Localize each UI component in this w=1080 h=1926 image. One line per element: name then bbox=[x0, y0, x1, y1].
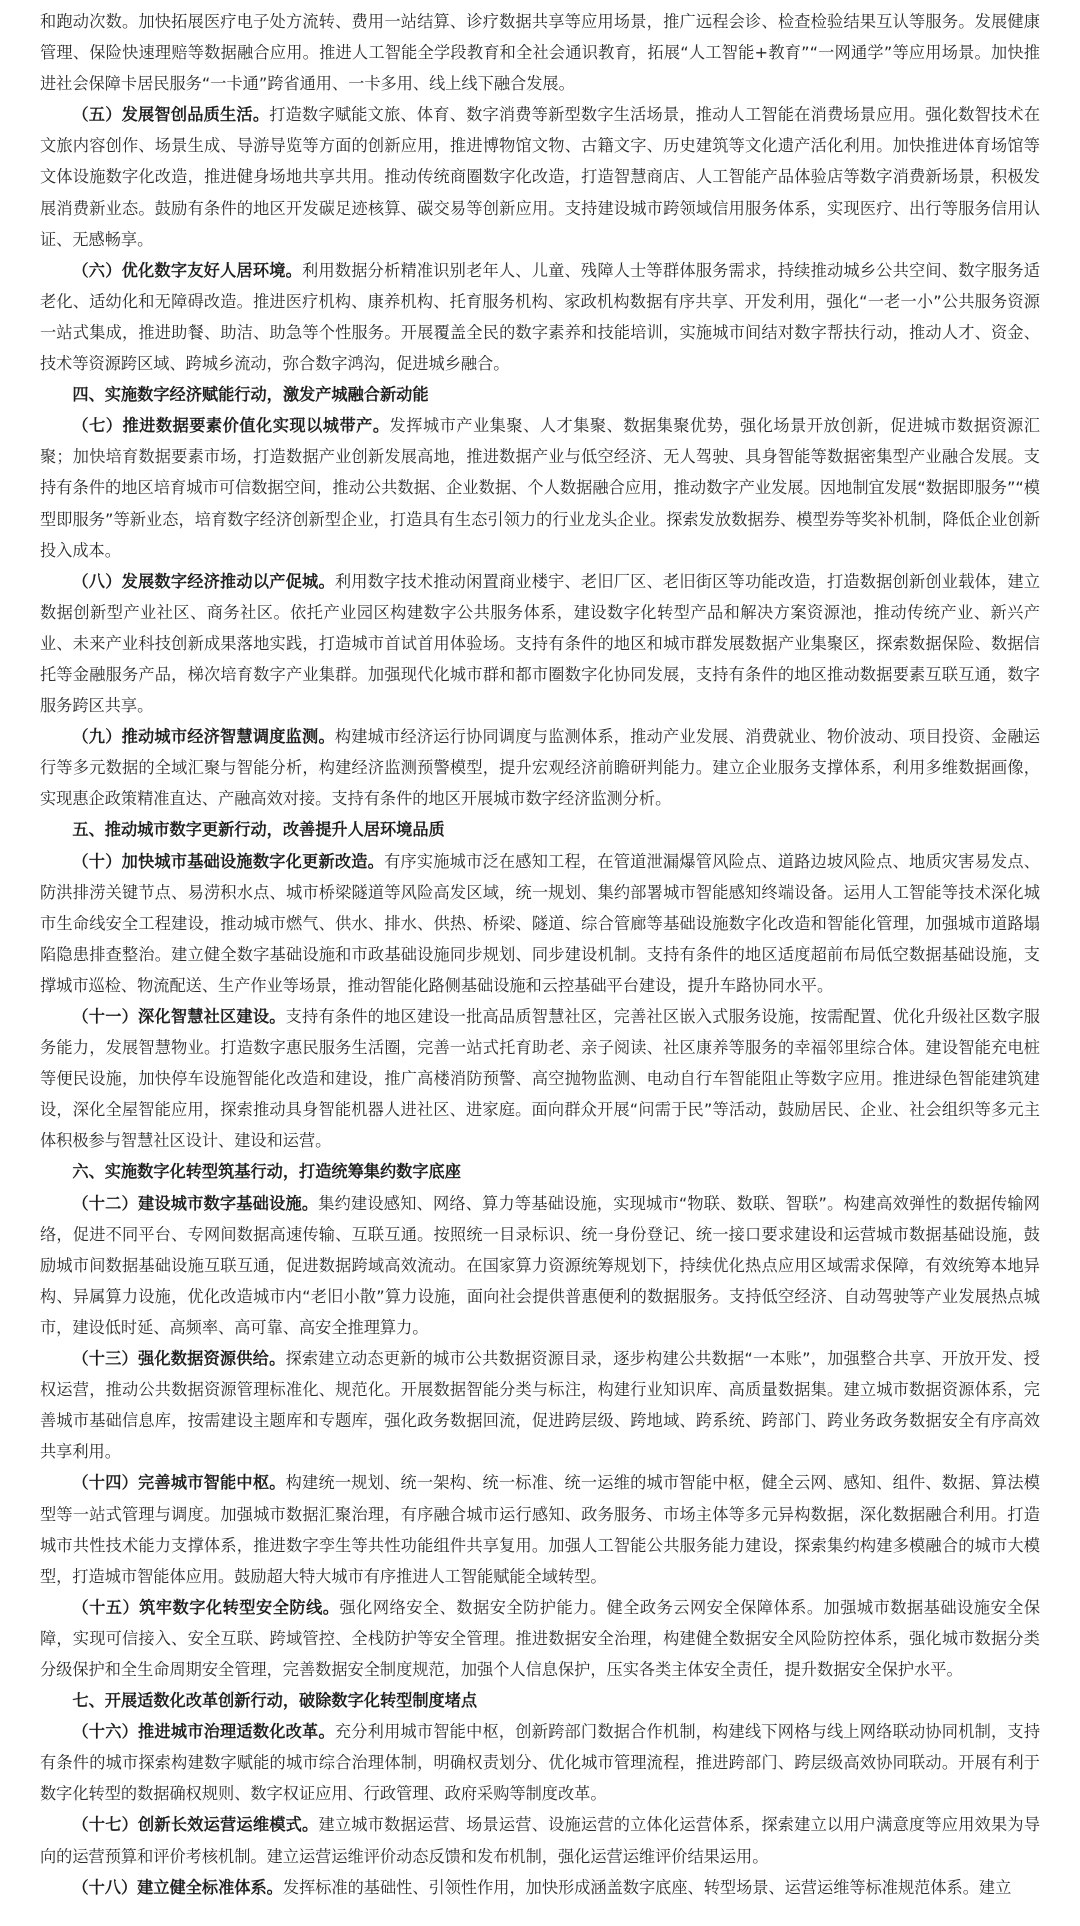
paragraph bbox=[40, 1809, 1040, 1871]
paragraph-lead: （十）加快城市基础设施数字化更新改造。 bbox=[72, 851, 385, 871]
paragraph-lead: （十五）筑牢数字化转型安全防线。 bbox=[72, 1597, 340, 1617]
paragraph bbox=[40, 99, 1040, 254]
paragraph-lead: （八）发展数字经济推动以产促城。 bbox=[72, 571, 335, 591]
paragraph-lead: （七）推进数据要素价值化实现以城带产。 bbox=[72, 416, 390, 436]
paragraph bbox=[40, 410, 1040, 565]
paragraph bbox=[40, 1872, 1040, 1903]
paragraph-text: 建立城市数据运营、场景运营、设施运营的立体化运营体系，探索建立以用户满意度等应用效果为导向的运营预算和评价考核机制。建立运营运维评价动态反馈和发布机制，强化运营运维评价结果运用。 bbox=[40, 1815, 1041, 1866]
paragraph-text: 构建城市经济运行协同调度与监测体系，推动产业发展、消费就业、物价波动、项目投资、金融运行等多元数据的全域汇聚与智能分析，构建经济监测预警模型，提升宏观经济前瞻研判能力。建立企业服务支撑体系，利用多维数据画像，实现惠企政策精准直达、产融高效对接。支持有条件的地区开展城市数字经济监测分析。 bbox=[40, 727, 1041, 809]
paragraph-lead: （十三）强化数据资源供给。 bbox=[72, 1349, 286, 1369]
section-heading: 六、实施数字化转型筑基行动，打造统筹集约数字底座 bbox=[72, 1162, 461, 1182]
paragraph-text: 支持有条件的地区建设一批高品质智慧社区，完善社区嵌入式服务设施，按需配置、优化升级社区数字服务能力，发展智慧物业。打造数字惠民服务生活圈，完善一站式托育助老、亲子阅读、社区康养等服务的幸福邻里综合体。建设智能充电桩等便民设施，加快停车设施智能化改造和建设，推广高楼消防预警、高空抛物监测、电动自行车智能阻止等数字应用。推进绿色智能建筑建设，深化全屋智能应用，探索推动具身智能机器人进社区、进家庭。面向群众开展“问需于民”等活动，鼓励居民、企业、社会组织等多元主体积极参与智慧社区设计、建设和运营。 bbox=[40, 1007, 1040, 1151]
paragraph-text: 有序实施城市泛在感知工程，在管道泄漏爆管风险点、道路边坡风险点、地质灾害易发点、防洪排涝关键节点、易涝积水点、城市桥梁隧道等风险高发区域，统一规划、集约部署城市智能感知终端设备。运用人工智能等技术深化城市生命线安全工程建设，推动城市燃气、供水、排水、供热、桥梁、隧道、综合管廊等基础设施数字化改造和智能化管理，加强城市道路塌陷隐患排查整治。建立健全数字基础设施和市政基础设施同步规划、同步建设机制。支持有条件的地区适度超前布局低空数据基础设施，支撑城市巡检、物流配送、生产作业等场景，推动智能化路侧基础设施和云控基础平台建设，提升车路协同水平。 bbox=[40, 851, 1040, 995]
paragraph-lead: （十六）推进城市治理适数化改革。 bbox=[72, 1722, 335, 1742]
paragraph-text: 构建统一规划、统一架构、统一标准、统一运维的城市智能中枢，健全云网、感知、组件、数据、算法模型等一站式管理与调度。加强城市数据汇聚治理，有序融合城市运行感知、政务服务、市场主体等多元异构数据，深化数据融合利用。打造城市共性技术能力支撑体系，推进数字孪生等共性功能组件共享复用。加强人工智能公共服务能力建设，探索集约构建多模融合的城市大模型，打造城市智能体应用。鼓励超大特大城市有序推进人工智能赋能全域转型。 bbox=[40, 1473, 1040, 1586]
paragraph bbox=[40, 1716, 1040, 1809]
paragraph-text: 发挥城市产业集聚、人才集聚、数据集聚优势，强化场景开放创新，促进城市数据资源汇聚；加快培育数据要素市场，打造数据产业创新发展高地，推进数据产业与低空经济、无人驾驶、具身智能等数据密集型产业融合发展。支持有条件的地区培育城市可信数据空间，推动公共数据、企业数据、个人数据融合应用，推动数字产业发展。因地制宜发展“数据即服务”“模型即服务”等新业态，培育数字经济创新型企业，打造具有生态引领力的行业龙头企业。探索发放数据券、模型券等奖补机制，降低企业创新投入成本。 bbox=[40, 416, 1040, 560]
paragraph-text: 充分利用城市智能中枢，创新跨部门数据合作机制，构建线下网格与线上网络联动协同机制，支持有条件的城市探索构建数字赋能的城市综合治理体制，明确权责划分、优化城市管理流程，推进跨部门、跨层级高效协同联动。开展有利于数字化转型的数据确权规则、数字权证应用、行政管理、政府采购等制度改革。 bbox=[40, 1722, 1041, 1804]
paragraph bbox=[40, 1001, 1040, 1156]
paragraph-text: 集约建设感知、网络、算力等基础设施，实现城市“物联、数联、智联”。构建高效弹性的数据传输网络，促进不同平台、专网间数据高速传输、互联互通。按照统一目录标识、统一身份登记、统一接口要求建设和运营城市数据基础设施，鼓励城市间数据基础设施互联互通，促进数据跨域高效流动。在国家算力资源统筹规划下，持续优化热点应用区域需求保障，有效统筹本地异构、异属算力设施，优化改造城市内“老旧小散”算力设施，面向社会提供普惠便利的数据服务。支持低空经济、自动驾驶等产业发展热点城市，建设低时延、高频率、高可靠、高安全推理算力。 bbox=[40, 1193, 1040, 1337]
paragraph bbox=[40, 1188, 1040, 1343]
paragraph-lead: （十七）创新长效运营运维模式。 bbox=[72, 1815, 319, 1835]
paragraph-text: 强化网络安全、数据安全防护能力。健全政务云网安全保障体系。加强城市数据基础设施安全保障，实现可信接入、安全互联、跨域管控、全栈防护等安全管理。推进数据安全治理，构建健全数据安全风险防控体系，强化城市数据分类分级保护和全生命周期安全管理，完善数据安全制度规范，加强个人信息保护，压实各类主体安全责任，提升数据安全保护水平。 bbox=[40, 1597, 1041, 1679]
paragraph-text: 和跑动次数。加快拓展医疗电子处方流转、费用一站结算、诊疗数据共享等应用场景，推广远程会诊、检查检验结果互认等服务。发展健康管理、保险快速理赔等数据融合应用。推进人工智能全学段教育和全社会通识教育，拓展“人工智能+教育”“一网通学”等应用场景。加快推进社会保障卡居民服务“一卡通”跨省通用、一卡多用、线上线下融合发展。 bbox=[40, 12, 1040, 94]
paragraph-text: 利用数字技术推动闲置商业楼宇、老旧厂区、老旧街区等功能改造，打造数据创新创业载体，建立数据创新型产业社区、商务社区。依托产业园区构建数字公共服务体系，建设数字化转型产品和解决方案资源池，推动传统产业、新兴产业、未来产业科技创新成果落地实践，打造城市首试首用体验场。支持有条件的地区和城市群发展数据产业集聚区，探索数据保险、数据信托等金融服务产品，梯次培育数字产业集群。加强现代化城市群和都市圈数字化协同发展，支持有条件的地区推动数据要素互联互通，数字服务跨区共享。 bbox=[40, 571, 1041, 716]
paragraph-text: 利用数据分析精准识别老年人、儿童、残障人士等群体服务需求，持续推动城乡公共空间、数字服务适老化、适幼化和无障碍改造。推进医疗机构、康养机构、托育服务机构、家政机构数据有序共享、开发利用，强化“一老一小”公共服务资源一站式集成，推进助餐、助洁、助急等个性服务。开展覆盖全民的数字素养和技能培训，实施城市间结对数字帮扶行动，推动人才、资金、技术等资源跨区域、跨城乡流动，弥合数字鸿沟，促进城乡融合。 bbox=[40, 260, 1040, 374]
paragraph bbox=[40, 255, 1040, 379]
paragraph-lead: （十八）建立健全标准体系。 bbox=[72, 1877, 283, 1897]
paragraph-lead: （五）发展智创品质生活。 bbox=[72, 105, 270, 125]
section-heading: 五、推动城市数字更新行动，改善提升人居环境品质 bbox=[72, 820, 445, 840]
paragraph bbox=[40, 1467, 1040, 1591]
section-heading: 四、实施数字经济赋能行动，激发产城融合新动能 bbox=[72, 385, 429, 405]
paragraph-lead: （十二）建设城市数字基础设施。 bbox=[72, 1193, 319, 1213]
paragraph-text: 打造数字赋能文旅、体育、数字消费等新型数字生活场景，推动人工智能在消费场景应用。强化数智技术在文旅内容创作、场景生成、导游导览等方面的创新应用，推进博物馆文物、古籍文字、历史建筑等文化遗产活化利用。加快推进体育场馆等文体设施数字化改造，推进健身场地共享共用。推动传统商圈数字化改造，打造智慧商店、人工智能产品体验店等数字消费新场景，积极发展消费新业态。鼓励有条件的地区开发碳足迹核算、碳交易等创新应用。支持建设城市跨领域信用服务体系，实现医疗、出行等服务信用认证、无感畅享。 bbox=[40, 105, 1041, 249]
paragraph-lead: （十一）深化智慧社区建设。 bbox=[72, 1007, 286, 1026]
paragraph bbox=[40, 566, 1040, 721]
paragraph-text: 发挥标准的基础性、引领性作用，加快形成涵盖数字底座、转型场景、运营运维等标准规范体系。建立 bbox=[282, 1877, 1012, 1897]
paragraph bbox=[40, 6, 1040, 99]
paragraph-lead: （九）推动城市经济智慧调度监测。 bbox=[72, 727, 335, 747]
section-heading: 七、开展适数化改革创新行动，破除数字化转型制度堵点 bbox=[72, 1691, 478, 1711]
paragraph bbox=[40, 1592, 1040, 1685]
paragraph bbox=[40, 721, 1040, 814]
paragraph-lead: （十四）完善城市智能中枢。 bbox=[72, 1473, 286, 1493]
paragraph-lead: （六）优化数字友好人居环境。 bbox=[72, 260, 303, 280]
paragraph bbox=[40, 1343, 1040, 1467]
paragraph bbox=[40, 846, 1040, 1001]
paragraph-text: 探索建立动态更新的城市公共数据资源目录，逐步构建公共数据“一本账”，加强整合共享、开放开发、授权运营，推动公共数据资源管理标准化、规范化。开展数据智能分类与标注，构建行业知识库、高质量数据集。建立城市数据资源体系，完善城市基础信息库，按需建设主题库和专题库，强化政务数据回流，促进跨层级、跨地域、跨系统、跨部门、跨业务政务数据安全有序高效共享利用。 bbox=[40, 1349, 1040, 1462]
